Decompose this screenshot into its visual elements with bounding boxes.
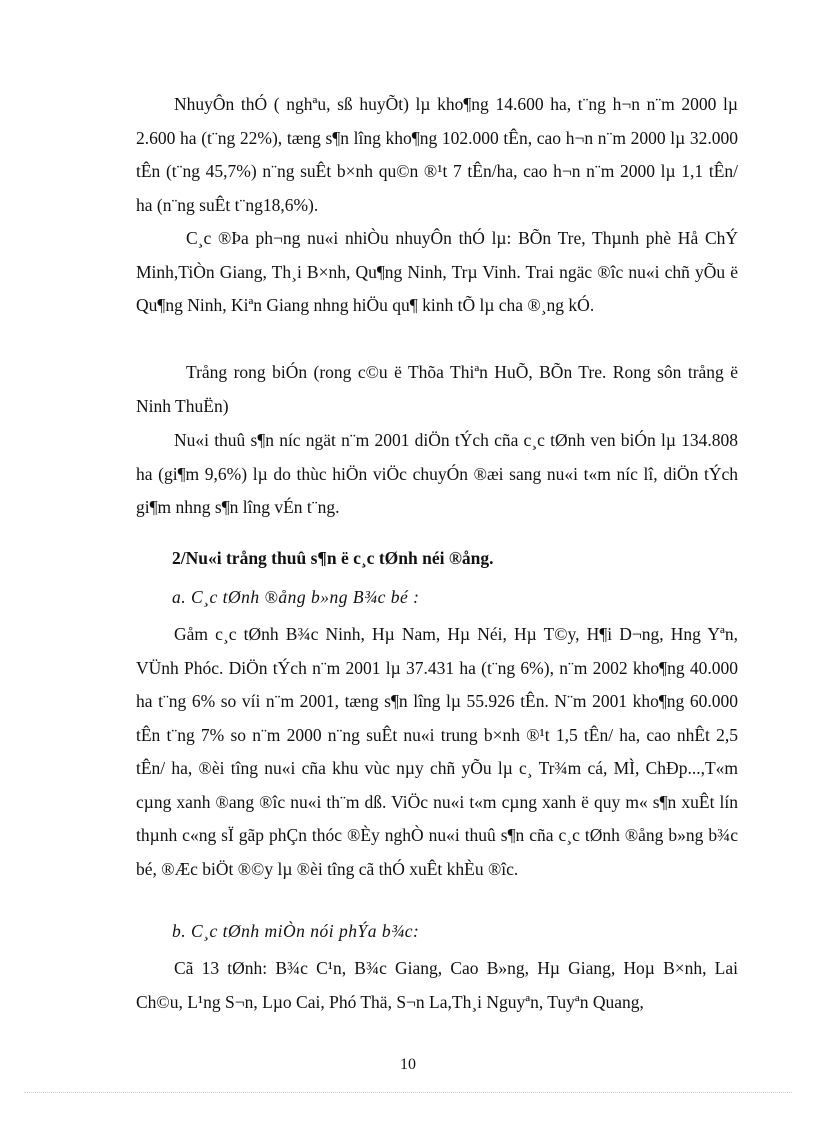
paragraph-northern-provinces: Cã 13 tØnh: B¾c C¹n, B¾c Giang, Cao B»ng, Hµ Giang, Hoµ B×nh, Lai Ch©u, L¹ng S¬n, Lµo Cai, Phó Thä, S¬n La,Th¸i Nguyªn, Tuyªn Quang,	[136, 958, 738, 1012]
paragraph-molluscs: NhuyÔn thÓ ( nghªu, sß huyÕt) lµ kho¶ng 14.600 ha, t¨ng h¬n n¨m 2000 lµ 2.600 ha (t¨ng 22%), tæng s¶n lîng kho¶ng 102.000 tÊn, cao h¬n n¨m 2000 lµ 32.000 tÊn (t¨ng 45,7%) n¨ng suÊt b×nh qu©n ®¹t 7 tÊn/ha, cao h¬n n¨m 2000 lµ 1,1 tÊn/ ha (n¨ng suÊt t¨ng18,6%).	[136, 94, 738, 215]
subheading-red-river-delta: a. C¸c tØnh ®ång b»ng B¾c bé :	[172, 587, 420, 607]
section-heading: 2/Nu«i trång thuû s¶n ë c¸c tØnh néi ®ång.	[172, 548, 494, 568]
footer-divider	[24, 1092, 792, 1093]
paragraph-red-river-delta: Gåm c¸c tØnh B¾c Ninh, Hµ Nam, Hµ Néi, Hµ T©y, H¶i D¬ng, Hng Yªn, VÜnh Phóc. DiÖn tÝch n¨m 2001 lµ 37.431 ha (t¨ng 6%), n¨m 2002 kho¶ng 40.000 ha t¨ng 6% so víi n¨m 2001, tæng s¶n lîng lµ 55.926 tÊn. N¨m 2001 kho¶ng 60.000 tÊn t¨ng 7% so n¨m 2000 n¨ng suÊt nu«i trung b×nh ®¹t 1,5 tÊn/ ha, cao nhÊt 2,5 tÊn/ ha, ®èi tîng nu«i cña khu vùc nµy chñ yÕu lµ c¸ Tr¾m cá, MÌ, ChÐp...,T«m cµng xanh ®ang ®îc nu«i th¨m dß. ViÖc nu«i t«m cµng xanh ë quy m« s¶n xuÊt lín thµnh c«ng sÏ gãp phÇn thóc ®Èy nghÒ nu«i thuû s¶n cña c¸c tØnh ®ång b»ng b¾c bé, ®Æc biÖt ®©y lµ ®èi tîng cã thÓ xuÊt khÈu ®îc.	[136, 624, 738, 879]
subheading-northern-mountains: b. C¸c tØnh miÒn nói phÝa b¾c:	[172, 921, 420, 941]
paragraph-localities: C¸c ®Þa ph¬ng nu«i nhiÒu nhuyÔn thÓ lµ: BÕn Tre, Thµnh phè Hå ChÝ Minh,TiÒn Giang, Th¸i B×nh, Qu¶ng Ninh, Trµ Vinh. Trai ngäc ®îc nu«i chñ yÕu ë Qu¶ng Ninh, Kiªn Giang nhng hiÖu qu¶ kinh tÕ lµ cha ®¸ng kÓ.	[136, 228, 738, 315]
page-number: 10	[400, 1056, 416, 1073]
paragraph-seaweed: Trång rong biÓn (rong c©u ë Thõa Thiªn HuÕ, BÕn Tre. Rong sôn trång ë Ninh ThuËn)	[136, 362, 738, 416]
paragraph-freshwater: Nu«i thuû s¶n níc ngät n¨m 2001 diÖn tÝch cña c¸c tØnh ven biÓn lµ 134.808 ha (gi¶m 9,6%) lµ do thùc hiÖn viÖc chuyÓn ®æi sang nu«i t«m níc lî, diÖn tÝch gi¶m nhng s¶n lîng vÉn t¨ng.	[136, 430, 738, 517]
